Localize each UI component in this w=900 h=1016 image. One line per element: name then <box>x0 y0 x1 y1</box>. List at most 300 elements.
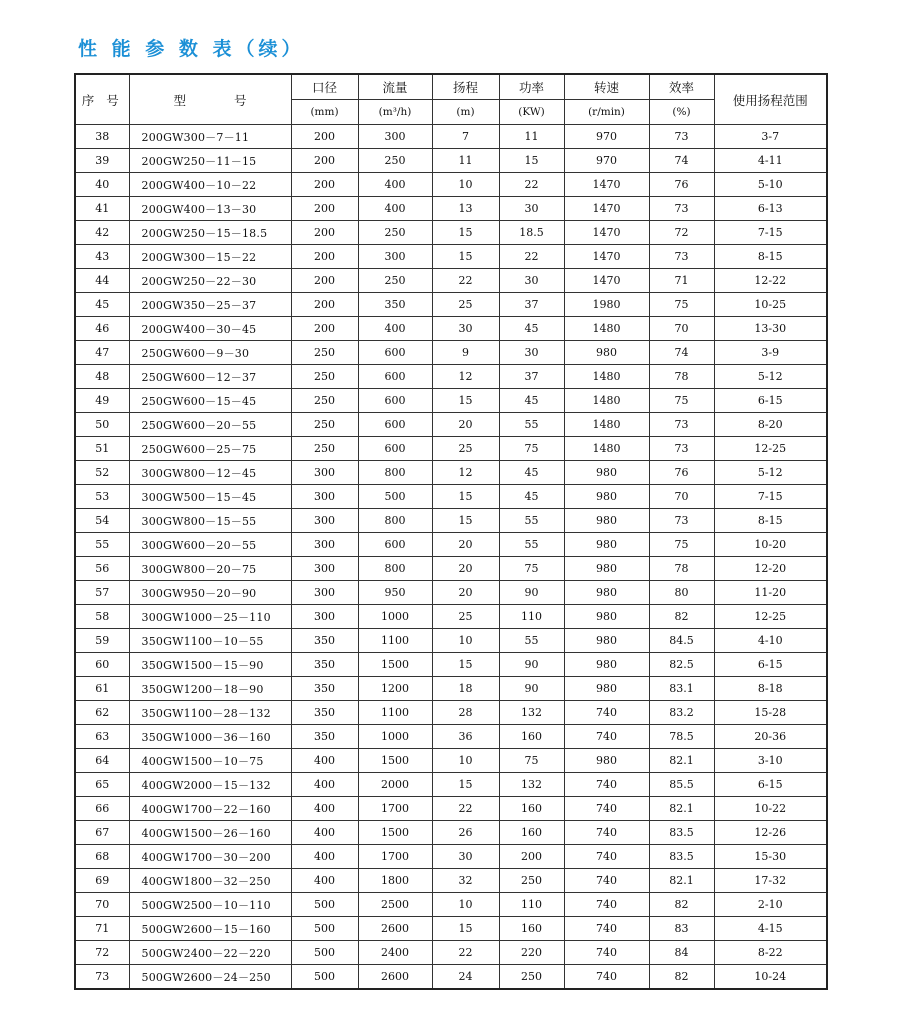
cell-model: 250GW600－20－55 <box>129 413 291 437</box>
cell-speed: 980 <box>564 605 649 629</box>
cell-head: 18 <box>432 677 499 701</box>
cell-diameter: 200 <box>291 317 358 341</box>
cell-range: 20-36 <box>714 725 827 749</box>
cell-efficiency: 71 <box>649 269 714 293</box>
cell-diameter: 250 <box>291 413 358 437</box>
unit-diameter: (mm) <box>291 100 358 125</box>
cell-range: 13-30 <box>714 317 827 341</box>
cell-seq: 71 <box>75 917 129 941</box>
cell-seq: 73 <box>75 965 129 990</box>
table-row <box>75 437 827 461</box>
cell-model: 200GW400－30－45 <box>129 317 291 341</box>
cell-power: 110 <box>499 893 564 917</box>
cell-seq: 40 <box>75 173 129 197</box>
cell-flow: 800 <box>358 509 432 533</box>
table-row <box>75 917 827 941</box>
cell-seq: 60 <box>75 653 129 677</box>
cell-speed: 1480 <box>564 413 649 437</box>
cell-seq: 43 <box>75 245 129 269</box>
cell-speed: 740 <box>564 797 649 821</box>
cell-speed: 740 <box>564 917 649 941</box>
cell-seq: 56 <box>75 557 129 581</box>
cell-head: 15 <box>432 389 499 413</box>
cell-speed: 980 <box>564 653 649 677</box>
cell-power: 160 <box>499 725 564 749</box>
unit-head: (m) <box>432 100 499 125</box>
cell-speed: 980 <box>564 341 649 365</box>
cell-efficiency: 82.1 <box>649 749 714 773</box>
cell-speed: 980 <box>564 533 649 557</box>
cell-seq: 67 <box>75 821 129 845</box>
cell-flow: 1100 <box>358 701 432 725</box>
cell-diameter: 350 <box>291 701 358 725</box>
cell-speed: 1480 <box>564 437 649 461</box>
cell-power: 45 <box>499 485 564 509</box>
cell-seq: 57 <box>75 581 129 605</box>
table-row <box>75 293 827 317</box>
cell-power: 55 <box>499 629 564 653</box>
table-row <box>75 893 827 917</box>
cell-flow: 1700 <box>358 797 432 821</box>
cell-range: 5-12 <box>714 461 827 485</box>
table-row <box>75 629 827 653</box>
cell-flow: 250 <box>358 221 432 245</box>
cell-flow: 350 <box>358 293 432 317</box>
cell-power: 132 <box>499 773 564 797</box>
table-row <box>75 365 827 389</box>
cell-model: 500GW2500－10－110 <box>129 893 291 917</box>
cell-seq: 47 <box>75 341 129 365</box>
unit-power: (KW) <box>499 100 564 125</box>
cell-seq: 45 <box>75 293 129 317</box>
cell-diameter: 350 <box>291 677 358 701</box>
cell-seq: 68 <box>75 845 129 869</box>
cell-efficiency: 78.5 <box>649 725 714 749</box>
cell-seq: 52 <box>75 461 129 485</box>
cell-model: 300GW950－20－90 <box>129 581 291 605</box>
cell-range: 6-13 <box>714 197 827 221</box>
cell-flow: 2600 <box>358 917 432 941</box>
cell-diameter: 300 <box>291 485 358 509</box>
cell-efficiency: 82 <box>649 893 714 917</box>
table-row <box>75 413 827 437</box>
table-header <box>75 74 827 125</box>
cell-efficiency: 82 <box>649 965 714 990</box>
cell-diameter: 300 <box>291 509 358 533</box>
cell-range: 8-22 <box>714 941 827 965</box>
cell-head: 20 <box>432 533 499 557</box>
cell-speed: 1470 <box>564 269 649 293</box>
cell-head: 10 <box>432 893 499 917</box>
cell-model: 200GW250－11－15 <box>129 149 291 173</box>
cell-head: 22 <box>432 941 499 965</box>
cell-efficiency: 75 <box>649 389 714 413</box>
cell-head: 24 <box>432 965 499 990</box>
cell-range: 6-15 <box>714 389 827 413</box>
cell-speed: 740 <box>564 821 649 845</box>
cell-model: 400GW1700－22－160 <box>129 797 291 821</box>
cell-speed: 740 <box>564 773 649 797</box>
cell-diameter: 200 <box>291 269 358 293</box>
cell-flow: 600 <box>358 413 432 437</box>
cell-speed: 980 <box>564 509 649 533</box>
cell-efficiency: 82 <box>649 605 714 629</box>
cell-seq: 53 <box>75 485 129 509</box>
table-row <box>75 149 827 173</box>
cell-head: 30 <box>432 845 499 869</box>
cell-head: 25 <box>432 293 499 317</box>
cell-power: 132 <box>499 701 564 725</box>
cell-seq: 55 <box>75 533 129 557</box>
cell-head: 28 <box>432 701 499 725</box>
table-row <box>75 341 827 365</box>
table-row <box>75 269 827 293</box>
cell-efficiency: 83.5 <box>649 845 714 869</box>
cell-model: 200GW350－25－37 <box>129 293 291 317</box>
cell-power: 160 <box>499 821 564 845</box>
cell-power: 55 <box>499 413 564 437</box>
cell-efficiency: 83.2 <box>649 701 714 725</box>
cell-model: 350GW1100－28－132 <box>129 701 291 725</box>
table-row <box>75 533 827 557</box>
cell-power: 110 <box>499 605 564 629</box>
cell-efficiency: 75 <box>649 293 714 317</box>
header-model <box>129 74 291 125</box>
cell-model: 350GW1100－10－55 <box>129 629 291 653</box>
cell-speed: 980 <box>564 581 649 605</box>
cell-model: 250GW600－25－75 <box>129 437 291 461</box>
cell-model: 400GW2000－15－132 <box>129 773 291 797</box>
cell-diameter: 300 <box>291 605 358 629</box>
cell-range: 12-25 <box>714 605 827 629</box>
cell-diameter: 300 <box>291 557 358 581</box>
table-row <box>75 125 827 149</box>
cell-power: 90 <box>499 677 564 701</box>
table-row <box>75 773 827 797</box>
cell-power: 18.5 <box>499 221 564 245</box>
cell-seq: 49 <box>75 389 129 413</box>
cell-flow: 950 <box>358 581 432 605</box>
table-row <box>75 197 827 221</box>
cell-range: 15-28 <box>714 701 827 725</box>
cell-speed: 980 <box>564 629 649 653</box>
cell-efficiency: 82.5 <box>649 653 714 677</box>
cell-range: 7-15 <box>714 485 827 509</box>
cell-head: 20 <box>432 413 499 437</box>
cell-range: 11-20 <box>714 581 827 605</box>
cell-power: 11 <box>499 125 564 149</box>
header-model-char-2: 号 <box>234 92 247 108</box>
cell-power: 200 <box>499 845 564 869</box>
cell-seq: 46 <box>75 317 129 341</box>
header-model-char-1: 型 <box>173 92 186 108</box>
cell-speed: 740 <box>564 941 649 965</box>
cell-diameter: 200 <box>291 125 358 149</box>
cell-power: 160 <box>499 917 564 941</box>
cell-diameter: 200 <box>291 197 358 221</box>
cell-head: 15 <box>432 245 499 269</box>
cell-head: 32 <box>432 869 499 893</box>
table-row <box>75 581 827 605</box>
header-efficiency: 效率 <box>649 74 714 100</box>
cell-speed: 980 <box>564 677 649 701</box>
cell-speed: 1480 <box>564 389 649 413</box>
cell-range: 12-20 <box>714 557 827 581</box>
cell-seq: 51 <box>75 437 129 461</box>
cell-model: 350GW1000－36－160 <box>129 725 291 749</box>
header-speed: 转速 <box>564 74 649 100</box>
cell-efficiency: 78 <box>649 557 714 581</box>
cell-range: 12-26 <box>714 821 827 845</box>
cell-speed: 970 <box>564 149 649 173</box>
cell-efficiency: 82.1 <box>649 869 714 893</box>
cell-range: 10-20 <box>714 533 827 557</box>
cell-power: 90 <box>499 653 564 677</box>
cell-seq: 44 <box>75 269 129 293</box>
cell-efficiency: 83.5 <box>649 821 714 845</box>
header-flow: 流量 <box>358 74 432 100</box>
cell-flow: 600 <box>358 533 432 557</box>
cell-head: 25 <box>432 437 499 461</box>
cell-head: 15 <box>432 653 499 677</box>
cell-head: 22 <box>432 269 499 293</box>
cell-model: 200GW300－7－11 <box>129 125 291 149</box>
cell-head: 20 <box>432 581 499 605</box>
cell-seq: 64 <box>75 749 129 773</box>
cell-power: 45 <box>499 461 564 485</box>
cell-diameter: 400 <box>291 821 358 845</box>
cell-diameter: 200 <box>291 173 358 197</box>
cell-efficiency: 73 <box>649 245 714 269</box>
cell-diameter: 400 <box>291 773 358 797</box>
cell-flow: 2600 <box>358 965 432 990</box>
header-seq: 序 号 <box>75 74 129 125</box>
cell-speed: 740 <box>564 893 649 917</box>
cell-power: 220 <box>499 941 564 965</box>
cell-flow: 1000 <box>358 725 432 749</box>
cell-seq: 59 <box>75 629 129 653</box>
cell-flow: 300 <box>358 125 432 149</box>
cell-range: 5-12 <box>714 365 827 389</box>
cell-diameter: 400 <box>291 749 358 773</box>
cell-diameter: 500 <box>291 965 358 990</box>
cell-efficiency: 80 <box>649 581 714 605</box>
cell-model: 350GW1200－18－90 <box>129 677 291 701</box>
cell-flow: 1500 <box>358 821 432 845</box>
cell-range: 6-15 <box>714 773 827 797</box>
cell-power: 30 <box>499 269 564 293</box>
cell-range: 10-25 <box>714 293 827 317</box>
table-row <box>75 965 827 990</box>
cell-power: 22 <box>499 245 564 269</box>
cell-efficiency: 73 <box>649 509 714 533</box>
table-row <box>75 677 827 701</box>
cell-speed: 980 <box>564 461 649 485</box>
cell-flow: 1500 <box>358 653 432 677</box>
cell-range: 3-9 <box>714 341 827 365</box>
cell-range: 10-24 <box>714 965 827 990</box>
header-diameter: 口径 <box>291 74 358 100</box>
cell-range: 8-15 <box>714 509 827 533</box>
cell-efficiency: 83 <box>649 917 714 941</box>
cell-speed: 980 <box>564 749 649 773</box>
cell-range: 2-10 <box>714 893 827 917</box>
cell-head: 15 <box>432 773 499 797</box>
cell-head: 36 <box>432 725 499 749</box>
cell-diameter: 250 <box>291 389 358 413</box>
table-row <box>75 653 827 677</box>
cell-efficiency: 84 <box>649 941 714 965</box>
cell-seq: 50 <box>75 413 129 437</box>
cell-range: 10-22 <box>714 797 827 821</box>
cell-efficiency: 73 <box>649 413 714 437</box>
cell-range: 8-15 <box>714 245 827 269</box>
cell-seq: 69 <box>75 869 129 893</box>
cell-power: 22 <box>499 173 564 197</box>
cell-model: 400GW1700－30－200 <box>129 845 291 869</box>
page-title: 性 能 参 数 表（续） <box>78 38 305 60</box>
cell-speed: 1470 <box>564 221 649 245</box>
cell-power: 75 <box>499 557 564 581</box>
table-row <box>75 461 827 485</box>
cell-power: 15 <box>499 149 564 173</box>
cell-range: 4-10 <box>714 629 827 653</box>
cell-diameter: 400 <box>291 869 358 893</box>
cell-model: 300GW800－15－55 <box>129 509 291 533</box>
cell-power: 45 <box>499 389 564 413</box>
cell-diameter: 300 <box>291 533 358 557</box>
cell-seq: 70 <box>75 893 129 917</box>
cell-flow: 250 <box>358 269 432 293</box>
table-row <box>75 941 827 965</box>
cell-head: 12 <box>432 365 499 389</box>
header-range: 使用扬程范围 <box>714 74 827 125</box>
cell-efficiency: 73 <box>649 197 714 221</box>
cell-speed: 1470 <box>564 197 649 221</box>
cell-seq: 54 <box>75 509 129 533</box>
cell-speed: 980 <box>564 557 649 581</box>
table-body <box>75 125 827 990</box>
cell-speed: 740 <box>564 725 649 749</box>
cell-head: 10 <box>432 173 499 197</box>
cell-model: 300GW1000－25－110 <box>129 605 291 629</box>
cell-efficiency: 72 <box>649 221 714 245</box>
table-row <box>75 869 827 893</box>
cell-model: 300GW800－12－45 <box>129 461 291 485</box>
cell-flow: 2500 <box>358 893 432 917</box>
cell-model: 200GW300－15－22 <box>129 245 291 269</box>
cell-model: 200GW400－10－22 <box>129 173 291 197</box>
cell-efficiency: 74 <box>649 341 714 365</box>
cell-range: 8-20 <box>714 413 827 437</box>
cell-model: 200GW250－15－18.5 <box>129 221 291 245</box>
cell-flow: 800 <box>358 557 432 581</box>
cell-model: 350GW1500－15－90 <box>129 653 291 677</box>
cell-range: 4-15 <box>714 917 827 941</box>
table-row <box>75 557 827 581</box>
cell-range: 5-10 <box>714 173 827 197</box>
table-row <box>75 605 827 629</box>
unit-flow: (m³/h) <box>358 100 432 125</box>
cell-speed: 1480 <box>564 317 649 341</box>
cell-power: 90 <box>499 581 564 605</box>
cell-diameter: 400 <box>291 845 358 869</box>
cell-range: 4-11 <box>714 149 827 173</box>
cell-efficiency: 85.5 <box>649 773 714 797</box>
cell-diameter: 300 <box>291 461 358 485</box>
cell-flow: 600 <box>358 389 432 413</box>
cell-model: 500GW2600－15－160 <box>129 917 291 941</box>
cell-flow: 400 <box>358 173 432 197</box>
cell-diameter: 200 <box>291 293 358 317</box>
cell-flow: 600 <box>358 365 432 389</box>
cell-power: 75 <box>499 437 564 461</box>
cell-power: 55 <box>499 509 564 533</box>
table-row <box>75 317 827 341</box>
cell-head: 13 <box>432 197 499 221</box>
cell-power: 30 <box>499 197 564 221</box>
cell-efficiency: 84.5 <box>649 629 714 653</box>
cell-seq: 72 <box>75 941 129 965</box>
cell-model: 400GW1500－26－160 <box>129 821 291 845</box>
cell-speed: 740 <box>564 845 649 869</box>
cell-diameter: 350 <box>291 725 358 749</box>
table-row <box>75 245 827 269</box>
cell-model: 300GW600－20－55 <box>129 533 291 557</box>
cell-range: 3-7 <box>714 125 827 149</box>
cell-head: 15 <box>432 509 499 533</box>
cell-efficiency: 76 <box>649 461 714 485</box>
cell-diameter: 500 <box>291 893 358 917</box>
table-row <box>75 749 827 773</box>
cell-efficiency: 70 <box>649 485 714 509</box>
cell-diameter: 500 <box>291 941 358 965</box>
cell-diameter: 400 <box>291 797 358 821</box>
cell-power: 37 <box>499 365 564 389</box>
cell-head: 30 <box>432 317 499 341</box>
cell-model: 400GW1800－32－250 <box>129 869 291 893</box>
cell-efficiency: 76 <box>649 173 714 197</box>
cell-diameter: 250 <box>291 341 358 365</box>
cell-efficiency: 75 <box>649 533 714 557</box>
cell-speed: 1980 <box>564 293 649 317</box>
cell-range: 12-25 <box>714 437 827 461</box>
cell-flow: 1500 <box>358 749 432 773</box>
cell-flow: 2400 <box>358 941 432 965</box>
cell-model: 250GW600－15－45 <box>129 389 291 413</box>
cell-power: 55 <box>499 533 564 557</box>
cell-seq: 58 <box>75 605 129 629</box>
cell-head: 15 <box>432 485 499 509</box>
table-row <box>75 389 827 413</box>
cell-head: 22 <box>432 797 499 821</box>
table-row <box>75 845 827 869</box>
cell-flow: 800 <box>358 461 432 485</box>
cell-diameter: 350 <box>291 653 358 677</box>
cell-model: 500GW2400－22－220 <box>129 941 291 965</box>
cell-head: 15 <box>432 917 499 941</box>
cell-range: 8-18 <box>714 677 827 701</box>
cell-flow: 300 <box>358 245 432 269</box>
cell-flow: 400 <box>358 317 432 341</box>
cell-efficiency: 73 <box>649 125 714 149</box>
cell-power: 250 <box>499 869 564 893</box>
cell-range: 12-22 <box>714 269 827 293</box>
cell-head: 20 <box>432 557 499 581</box>
cell-model: 250GW600－12－37 <box>129 365 291 389</box>
cell-efficiency: 83.1 <box>649 677 714 701</box>
cell-flow: 500 <box>358 485 432 509</box>
